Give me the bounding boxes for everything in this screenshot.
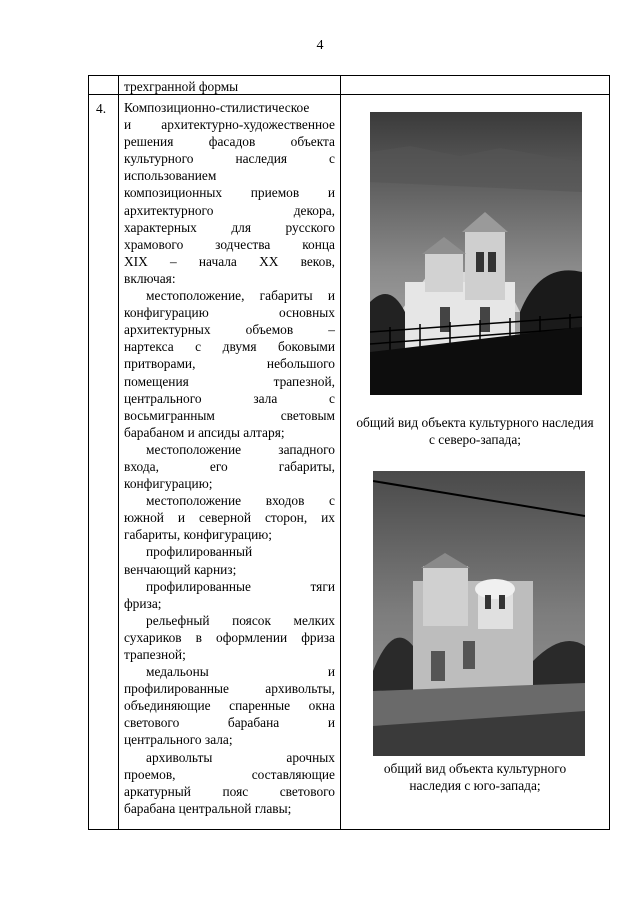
description-line: центрального зала с bbox=[124, 390, 335, 406]
description-line: культурного наследия с bbox=[124, 151, 335, 167]
description-line: храмового зодчества конца bbox=[124, 236, 335, 252]
column-divider-2 bbox=[340, 75, 341, 830]
description-line: медальоны и bbox=[146, 664, 335, 680]
description-line: входа, его габариты, bbox=[124, 458, 335, 474]
photo-church-southwest bbox=[373, 471, 585, 756]
description-line: притворами, небольшого bbox=[124, 356, 335, 372]
row-number: 4. bbox=[96, 101, 107, 116]
description-line: архивольты арочных bbox=[146, 749, 335, 765]
description-line: конфигурацию основных bbox=[124, 305, 335, 321]
description-line: профилированные архивольты, bbox=[124, 681, 335, 697]
description-line: XIX – начала XX веков, bbox=[124, 253, 335, 269]
description-line: венчающий карниз; bbox=[124, 561, 237, 577]
column-divider-1 bbox=[118, 75, 119, 830]
photo-church-northwest bbox=[370, 112, 582, 395]
description-line: барабана центральной главы; bbox=[124, 800, 292, 816]
table-bottom-border bbox=[88, 829, 610, 830]
photo-2-caption-line-1: общий вид объекта культурного bbox=[383, 761, 567, 776]
row-description bbox=[124, 99, 335, 817]
description-line: местоположение, габариты и bbox=[146, 288, 335, 304]
description-line: восьмигранным световым bbox=[124, 407, 335, 423]
description-line: объединяющие спаренные окна bbox=[124, 698, 335, 714]
description-line: барабаном и апсиды алтаря; bbox=[124, 424, 285, 440]
description-line: решения фасадов объекта bbox=[124, 134, 335, 150]
description-line: аркатурный пояс светового bbox=[124, 783, 335, 799]
description-line: южной и северной сторон, их bbox=[124, 510, 335, 526]
description-line: фриза; bbox=[124, 595, 162, 611]
description-line: характерных для русского bbox=[124, 219, 335, 235]
description-line: сухариков в оформлении фриза bbox=[124, 629, 335, 645]
description-line: профилированный bbox=[146, 544, 253, 560]
church-photo-2-image bbox=[373, 471, 585, 756]
description-line: включая: bbox=[124, 270, 176, 286]
photo-1-caption-line-1: общий вид объекта культурного наследия bbox=[356, 415, 594, 430]
description-line: композиционных приемов и bbox=[124, 185, 335, 201]
photo-2-caption-line-2: наследия с юго-запада; bbox=[409, 778, 541, 793]
description-line: и архитектурно-художественное bbox=[124, 117, 335, 133]
page-number: 4 bbox=[316, 38, 324, 53]
description-line: трапезной; bbox=[124, 647, 186, 662]
description-line: местоположение западного bbox=[146, 441, 335, 457]
photo-1-caption bbox=[341, 414, 609, 448]
description-line: светового барабана и bbox=[124, 715, 335, 731]
photo-2-caption bbox=[341, 760, 609, 794]
description-line: Композиционно-стилистическое bbox=[124, 100, 310, 115]
description-line: нартекса с двумя боковыми bbox=[124, 339, 335, 355]
table-top-border bbox=[88, 75, 610, 76]
church-photo-1-image bbox=[370, 112, 582, 395]
description-line: местоположение входов с bbox=[146, 493, 335, 509]
photo-1-caption-line-2: с северо-запада; bbox=[428, 432, 522, 447]
table-left-border bbox=[88, 75, 89, 830]
description-line: помещения трапезной, bbox=[124, 373, 335, 389]
description-line: габариты, конфигурацию; bbox=[124, 527, 273, 543]
table-right-border bbox=[609, 75, 610, 830]
description-line: архитектурного декора, bbox=[124, 202, 335, 218]
description-line: конфигурацию; bbox=[124, 476, 213, 492]
description-line: центрального зала; bbox=[124, 732, 233, 748]
description-line: проемов, составляющие bbox=[124, 766, 335, 782]
description-line: профилированные тяги bbox=[146, 578, 335, 594]
description-line: рельефный поясок мелких bbox=[146, 612, 335, 628]
prev-row-text: трехгранной формы bbox=[124, 79, 239, 94]
description-line: архитектурных объемов – bbox=[124, 322, 335, 338]
description-line: использованием bbox=[124, 168, 217, 184]
